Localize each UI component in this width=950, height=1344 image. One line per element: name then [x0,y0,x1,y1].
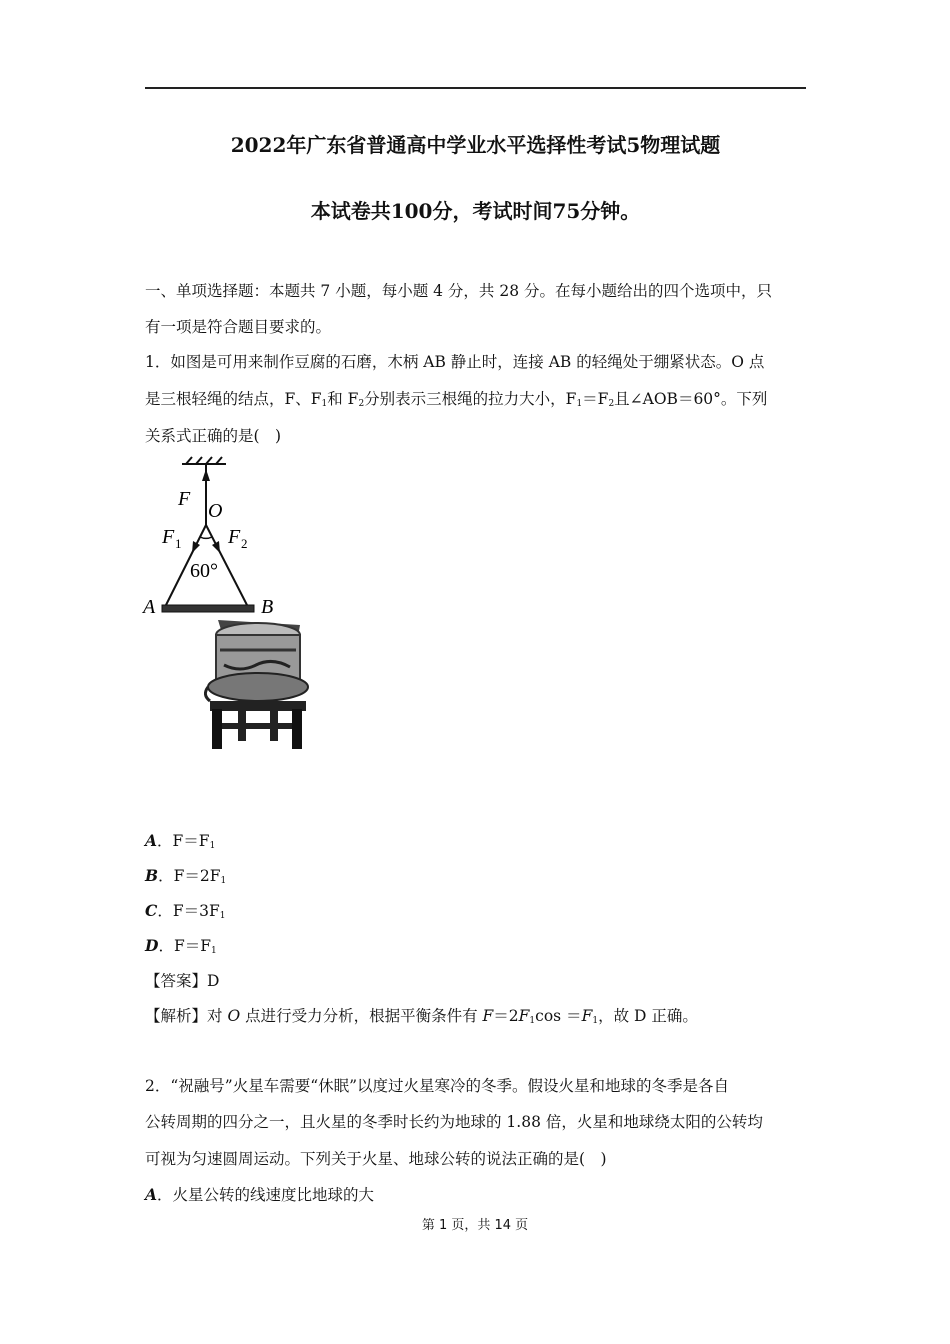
q2-line3: 可视为匀速圆周运动。下列关于火星、地球公转的说法正确的是( ) [145,1150,607,1168]
section-intro-line1: 一、单项选择题：本题共 7 小题，每小题 4 分，共 28 分。在每小题给出的四个选项中，只 [145,282,773,300]
ceiling-hatch [182,457,226,464]
header-rule [145,87,806,89]
q1-option-a: A．$F=F_1$ [145,831,216,851]
label-f2: F [228,526,241,548]
arrow-f1 [192,541,200,553]
q1-line1: 1．如图是可用来制作豆腐的石磨，木柄 AB 静止时，连接 AB 的轻绳处于绷紧状态。O 点 [145,353,765,371]
label-o: O [208,500,223,522]
millstone-figure [140,455,320,755]
q1-answer: 【答案】D [145,972,220,990]
angle-label: 60° [190,560,218,582]
label-f1-sub: 1 [175,536,182,551]
q1-line3: 关系式正确的是( ) [145,427,282,445]
label-f1: F [162,526,175,548]
q1-option-c: C．$F=3F_1$ [145,901,226,921]
q2-line1: 2．“祝融号”火星车需要“休眠”以度过火星寒冷的冬季。假设火星和地球的冬季是各自 [145,1077,730,1095]
exam-title: 2022年广东省普通高中学业水平选择性考试5物理试题 [230,133,721,157]
section-intro-line2: 有一项是符合题目要求的。 [145,318,332,336]
q1-option-d: D．$F=F_1$ [145,936,217,956]
q2-option-a: A．火星公转的线速度比地球的大 [145,1185,375,1204]
handle-ab [162,605,254,612]
angle-arc [200,537,212,538]
arrow-f [202,469,210,481]
q1-analysis: 【解析】对 O 点进行受力分析，根据平衡条件有 $F=2F_1\cos =F_1$，故 D 正确。 [145,1007,698,1026]
millstone-picture [205,620,308,749]
label-f: F [178,488,191,510]
exam-subtitle: 本试卷共100分，考试时间75分钟。 [310,199,641,223]
q1-line2: 是三根轻绳的结点，F、$F_1$和 $F_2$分别表示三根绳的拉力大小，$F_1=F_2$且∠AOB＝60°。下列 [145,390,768,409]
page-number: 第 1 页，共 14 页 [421,1218,529,1233]
q1-option-b: B．$F=2F_1$ [145,866,227,886]
arrow-f2 [212,541,220,553]
label-f2-sub: 2 [241,536,248,551]
label-b: B [261,596,274,618]
label-a: A [143,596,156,618]
q2-line2: 公转周期的四分之一，且火星的冬季时长约为地球的 1.88 倍，火星和地球绕太阳的公转均 [145,1113,763,1131]
